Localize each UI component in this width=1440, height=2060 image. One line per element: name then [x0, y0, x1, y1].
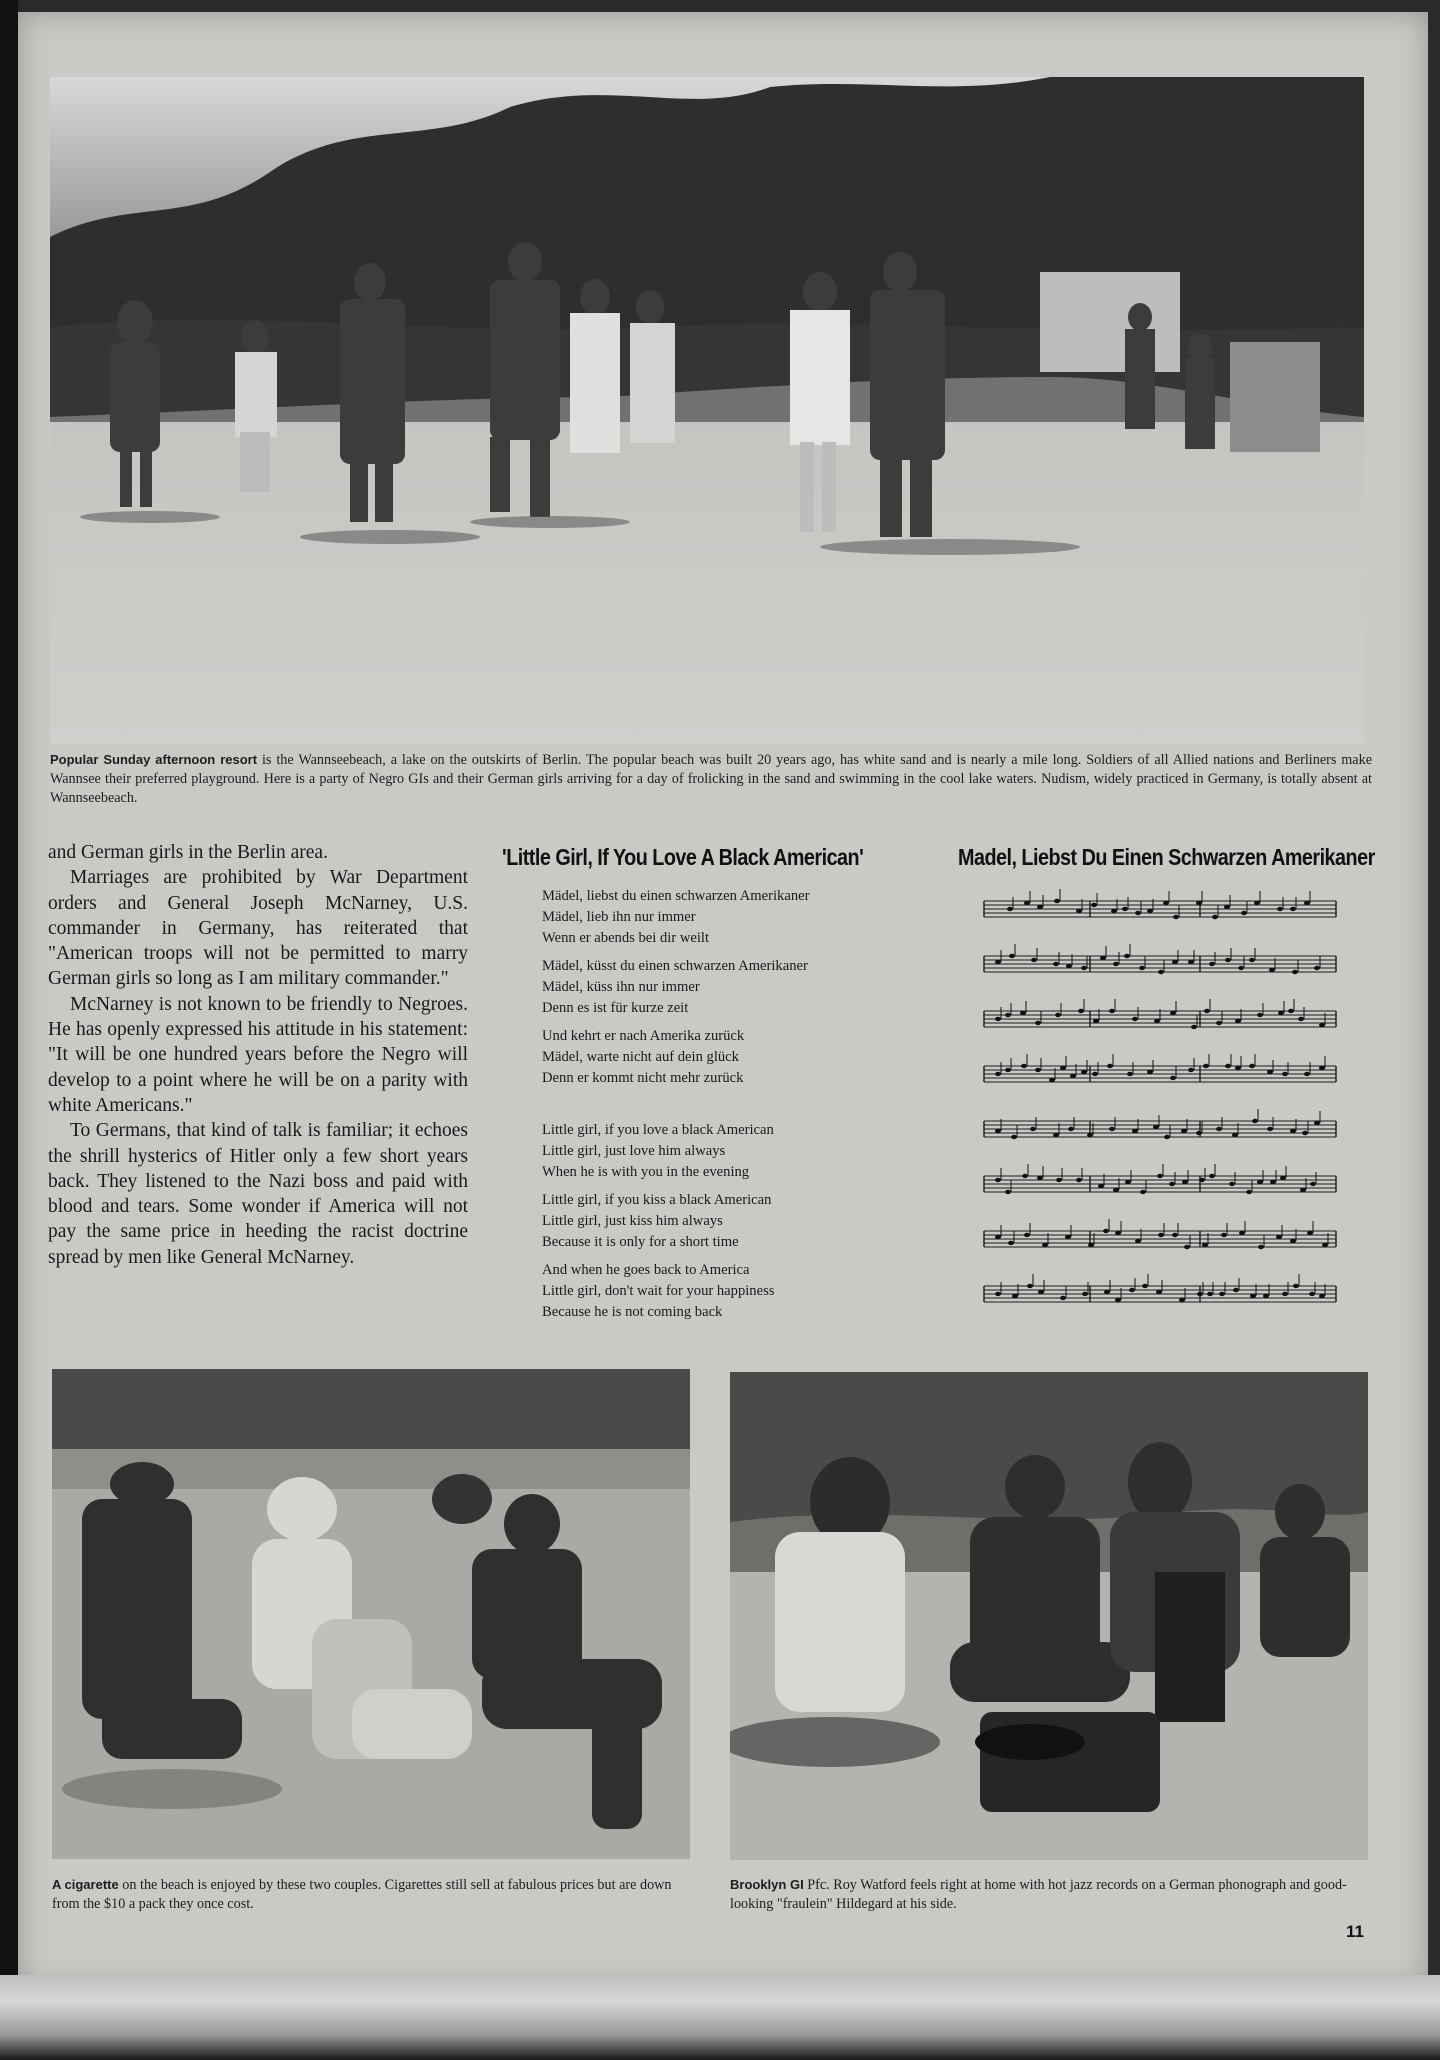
lyric-line: Denn es ist für kurze zeit — [542, 1000, 689, 1016]
song-title-german: Madel, Liebst Du Einen Schwarzen Amerikaner — [958, 844, 1375, 870]
lyric-line: Little girl, if you love a black American — [542, 1122, 774, 1138]
lyric-line: When he is with you in the evening — [542, 1164, 750, 1180]
music-staff — [984, 1054, 1336, 1082]
caption-body: on the beach is enjoyed by these two couples. Cigarettes still sell at fabulous prices but are down from the $10 a pack they once cost. — [52, 1877, 672, 1912]
caption-lead: Brooklyn GI — [730, 1877, 804, 1892]
lyric-line: Wenn er abends bei dir weilt — [542, 930, 710, 946]
sheet-music-staves — [980, 889, 1340, 1329]
lyric-stanza — [542, 956, 882, 1019]
lyrics-german — [542, 886, 882, 1096]
page-bottom-edge — [0, 1975, 1440, 2060]
caption-body: is the Wannseebeach, a lake on the outskirts of Berlin. The popular beach was built 20 years ago, has white sand and is nearly a mile long. Soldiers of all Allied nations and Berliners make Wannsee their preferred playground. Here is a party of Negro GIs and their German girls arriving for a day of frolicking in the sand and swimming in the cool lake waters. Nudism, widely practiced in Germany, is totally absent at Wannseebeach. — [50, 752, 1372, 806]
article-paragraph: Marriages are prohibited by War Department orders and General Joseph McNarney, U.S. commander in Germany, has reiterated that "American troops will not be permitted to marry German girls so long as I am military commander." — [48, 867, 468, 990]
lyric-stanza — [542, 886, 882, 949]
lyric-line: Mädel, küsst du einen schwarzen Amerikaner — [542, 958, 808, 974]
lyric-line: Little girl, just love him always — [542, 1143, 726, 1159]
music-staff — [984, 1109, 1336, 1139]
lyric-line: Mädel, küss ihn nur immer — [542, 979, 700, 995]
lyric-stanza — [542, 1026, 882, 1089]
top-photo-caption — [50, 750, 1372, 808]
caption-body: Pfc. Roy Watford feels right at home with hot jazz records on a German phonograph and good-looking "fraulein" Hildegard at his side. — [730, 1877, 1347, 1912]
lyric-line: Little girl, if you kiss a black American — [542, 1192, 772, 1208]
lyric-line: Mädel, lieb ihn nur immer — [542, 909, 696, 925]
lyric-line: Denn er kommt nicht mehr zurück — [542, 1070, 744, 1086]
caption-lead: A cigarette — [52, 1877, 119, 1892]
lyric-stanza — [542, 1190, 882, 1253]
article-paragraph: and German girls in the Berlin area. — [48, 842, 328, 863]
music-staff — [984, 889, 1336, 919]
bottom-right-caption — [730, 1875, 1380, 1914]
page-number: 11 — [1346, 1922, 1364, 1941]
lyric-stanza — [542, 1120, 882, 1183]
page-binding-edge — [0, 0, 18, 2060]
top-photo-beach-crowd — [50, 77, 1364, 745]
lyric-line: And when he goes back to America — [542, 1262, 750, 1278]
bottom-right-photo-phonograph — [730, 1372, 1368, 1860]
song-title-english: 'Little Girl, If You Love A Black American' — [502, 844, 864, 870]
music-staff — [984, 1219, 1336, 1249]
lyric-line: Mädel, liebst du einen schwarzen Amerikaner — [542, 888, 810, 904]
music-staff — [984, 1274, 1336, 1302]
lyric-line: Mädel, warte nicht auf dein glück — [542, 1049, 739, 1065]
article-text-column — [48, 840, 468, 1270]
magazine-page — [18, 12, 1428, 1987]
lyric-line: Und kehrt er nach Amerika zurück — [542, 1028, 745, 1044]
lyric-line: Little girl, just kiss him always — [542, 1213, 723, 1229]
bottom-left-photo-couples — [52, 1369, 690, 1859]
lyric-line: Because he is not coming back — [542, 1304, 723, 1320]
lyric-line: Because it is only for a short time — [542, 1234, 739, 1250]
article-paragraph: McNarney is not known to be friendly to Negroes. He has openly expressed his attitude in his statement: "It will be one hundred years before the Negro will develop to a point where he will be on a parity with white Americans." — [48, 993, 468, 1116]
music-staff — [984, 1164, 1336, 1194]
music-staff — [984, 999, 1336, 1029]
lyrics-english — [542, 1120, 882, 1330]
music-staff — [984, 944, 1336, 974]
article-paragraph: To Germans, that kind of talk is familiar; it echoes the shrill hysterics of Hitler only a few short years back. They listened to the Nazi boss and paid with blood and tears. Some wonder if America will not pay the same price in heeding the racist doctrine spread by men like General McNarney. — [48, 1120, 468, 1268]
bottom-left-caption — [52, 1875, 692, 1914]
caption-lead: Popular Sunday afternoon resort — [50, 752, 258, 767]
lyric-line: Little girl, don't wait for your happiness — [542, 1283, 775, 1299]
lyric-stanza — [542, 1260, 882, 1323]
